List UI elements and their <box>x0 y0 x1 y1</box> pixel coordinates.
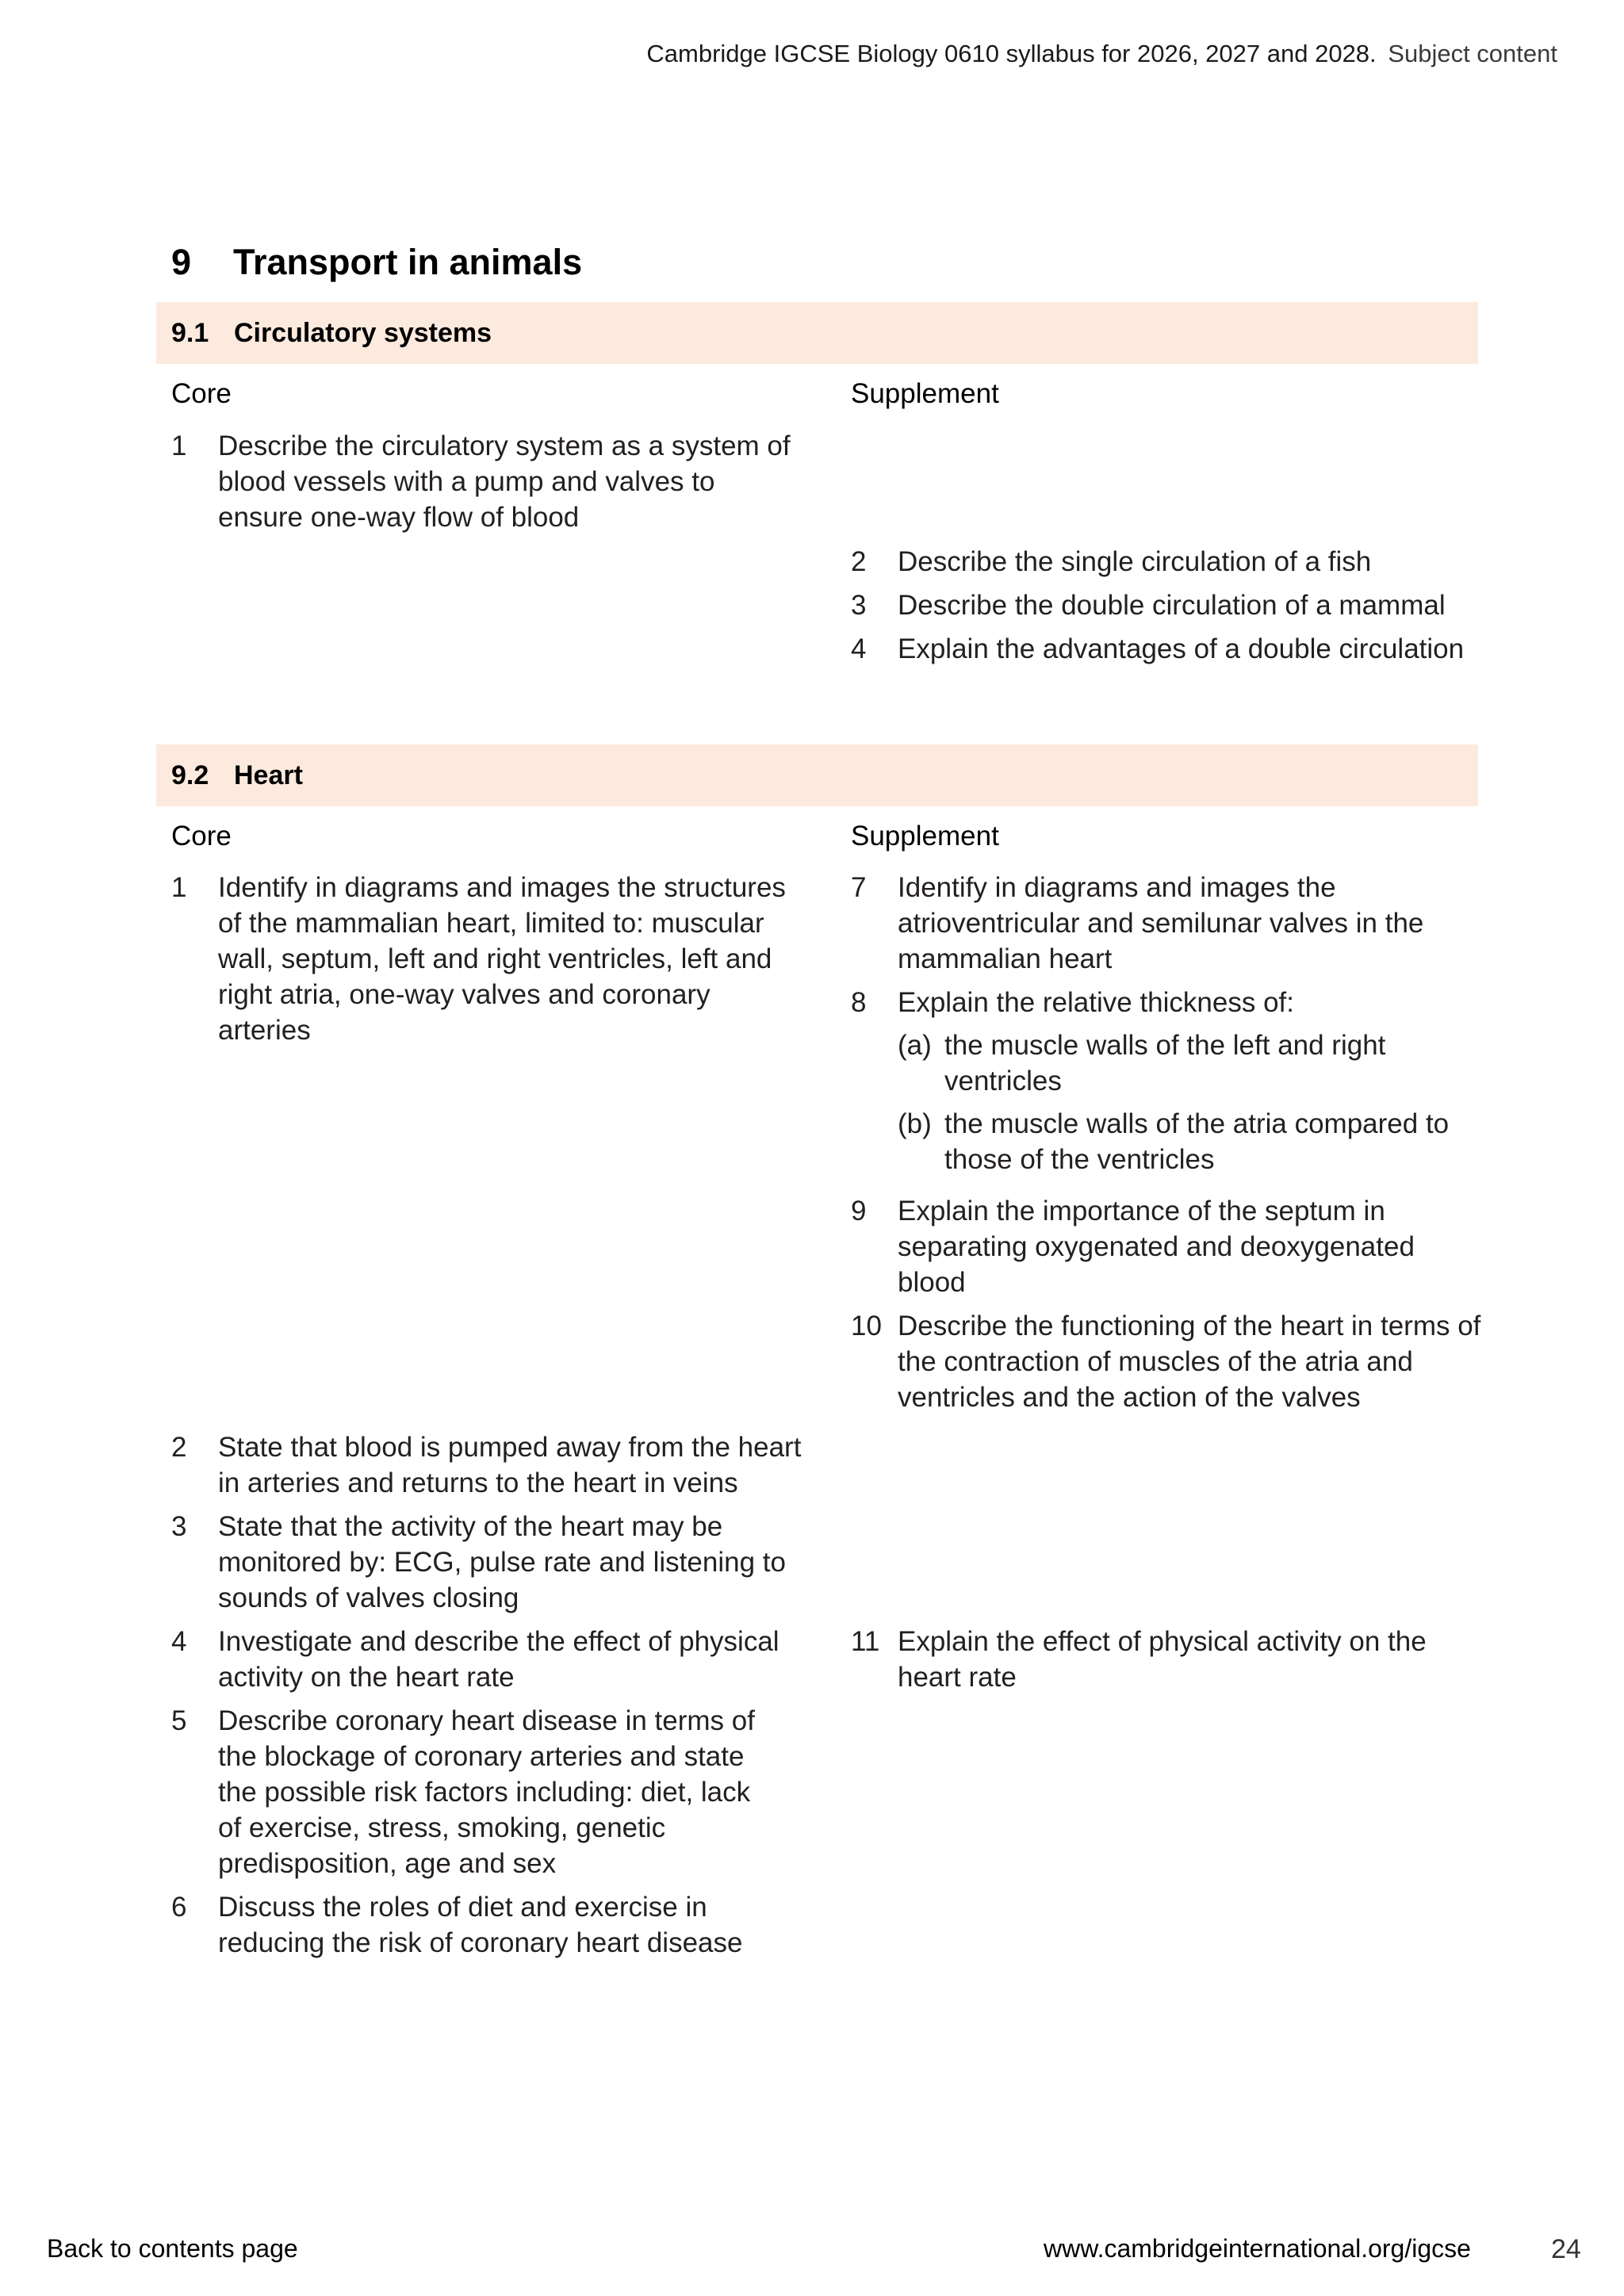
item-text: Describe the circulatory system as a system of blood vessels with a pump and valves to ensure one-way flow of blood <box>218 430 791 533</box>
item-text: Describe coronary heart disease in terms of the blockage of coronary arteries and state the possible risk factors including: diet, lack of exercise, stress, smoking, genetic predisposition, age and sex <box>218 1705 755 1879</box>
item-number: 10 <box>851 1311 882 1341</box>
item-number: 9 <box>851 1196 867 1226</box>
item-number: 1 <box>171 430 187 461</box>
item-text: Explain the relative thickness of: <box>898 987 1294 1018</box>
page-header <box>646 40 1557 68</box>
core-column-heading: Core <box>171 378 232 409</box>
core-column-heading: Core <box>171 821 232 851</box>
item-number: 4 <box>851 633 867 664</box>
item-text: Discuss the roles of diet and exercise in reducing the risk of coronary heart disease <box>218 1892 743 1958</box>
sub-item-text: the muscle walls of the atria compared to those of the ventricles <box>944 1108 1450 1175</box>
item-text: Explain the advantages of a double circulation <box>898 633 1465 664</box>
item-number: 2 <box>171 1432 187 1463</box>
item-text: State that blood is pumped away from the heart in arteries and returns to the heart in veins <box>218 1432 802 1498</box>
item-text: Identify in diagrams and images the structures of the mammalian heart, limited to: muscular wall, septum, left and right ventricles, left and right atria, one-way valves and coronary arteries <box>218 872 786 1046</box>
item-number: 8 <box>851 987 867 1018</box>
supplement-column-heading: Supplement <box>851 821 999 851</box>
item-text: Investigate and describe the effect of physical activity on the heart rate <box>218 1626 779 1693</box>
section-number: 9.2 <box>171 760 209 790</box>
item-number: 11 <box>851 1626 880 1657</box>
item-number: 1 <box>171 872 187 903</box>
header-title: Cambridge IGCSE Biology 0610 syllabus for 2026, 2027 and 2028. <box>646 40 1377 67</box>
item-text: Explain the effect of physical activity on the heart rate <box>898 1626 1427 1693</box>
item-number: 3 <box>171 1511 187 1542</box>
header-section: Subject content <box>1388 40 1557 67</box>
sub-item-letter: (b) <box>898 1108 932 1139</box>
chapter-heading <box>171 242 582 283</box>
website-link[interactable]: www.cambridgeinternational.org/igcse <box>1044 2234 1471 2263</box>
item-text: Describe the functioning of the heart in terms of the contraction of muscles of the atria and ventricles and the action of the valves <box>898 1311 1481 1413</box>
item-text: Explain the importance of the septum in separating oxygenated and deoxygenated blood <box>898 1196 1415 1298</box>
item-number: 6 <box>171 1892 187 1923</box>
item-number: 4 <box>171 1626 187 1657</box>
supplement-column-heading: Supplement <box>851 378 999 409</box>
item-text: Describe the double circulation of a mammal <box>898 590 1446 621</box>
back-to-contents-link[interactable]: Back to contents page <box>47 2234 298 2263</box>
item-number: 3 <box>851 590 867 621</box>
item-text: Identify in diagrams and images the atrioventricular and semilunar valves in the mammalian heart <box>898 872 1424 974</box>
section-title: Circulatory systems <box>234 318 492 348</box>
sub-item-text: the muscle walls of the left and right ventricles <box>944 1030 1386 1096</box>
section-bar-9-1 <box>156 302 1478 364</box>
item-text: Describe the single circulation of a fish <box>898 546 1372 577</box>
section-number: 9.1 <box>171 318 209 348</box>
section-bar-9-2 <box>156 744 1478 806</box>
item-text: State that the activity of the heart may be monitored by: ECG, pulse rate and listening to sounds of valves closing <box>218 1511 786 1613</box>
item-number: 2 <box>851 546 867 577</box>
item-number: 5 <box>171 1705 187 1736</box>
sub-item-letter: (a) <box>898 1030 932 1061</box>
item-number: 7 <box>851 872 867 903</box>
chapter-title: Transport in animals <box>233 242 583 282</box>
page-number: 24 <box>1551 2234 1581 2264</box>
chapter-number: 9 <box>171 242 192 282</box>
section-title: Heart <box>234 760 303 790</box>
